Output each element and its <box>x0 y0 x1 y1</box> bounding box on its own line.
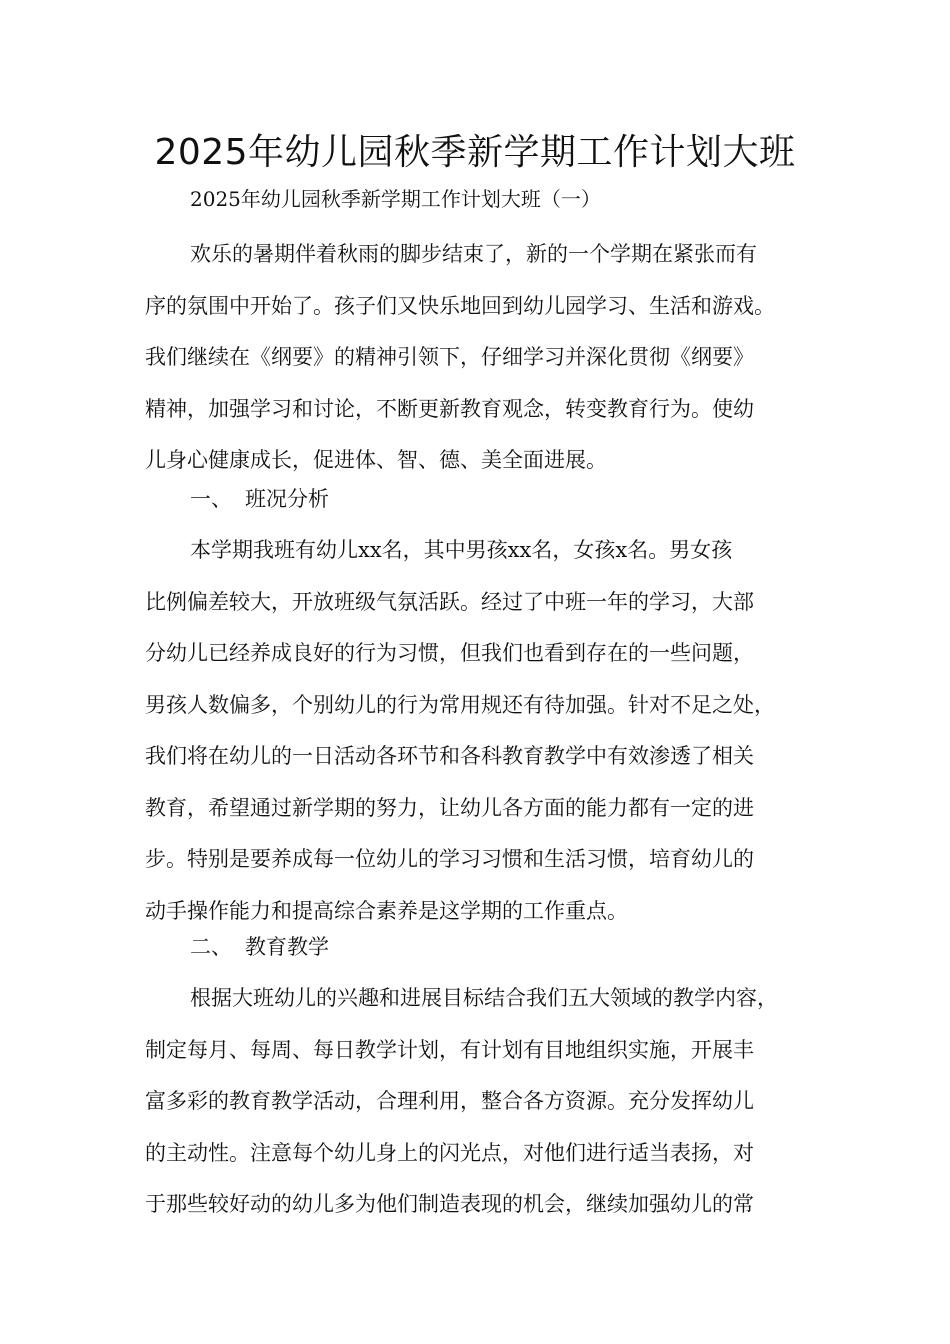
teaching-paragraph <box>145 973 835 1231</box>
paragraph-line: 比例偏差较大，开放班级气氛活跃。经过了中班一年的学习，大部 <box>145 589 754 614</box>
section-title: 教育教学 <box>245 935 329 959</box>
paragraph-line: 根据大班幼儿的兴趣和进展目标结合我们五大领域的教学内容， <box>190 986 778 1010</box>
paragraph-line: 我们继续在《纲要》的精神引领下，仔细学习并深化贯彻《纲要》 <box>145 345 754 369</box>
section-number: 一、 <box>190 487 232 511</box>
document-subtitle: 2025年幼儿园秋季新学期工作计划大班（一） <box>190 187 601 211</box>
paragraph-line: 我们将在幼儿的一日活动各环节和各科教育教学中有效渗透了相关 <box>145 744 754 768</box>
paragraph-line: 欢乐的暑期伴着秋雨的脚步结束了，新的一个学期在紧张而有 <box>190 242 757 266</box>
paragraph-line: 本学期我班有幼儿xx名，其中男孩xx名，女孩x名。男女孩 <box>190 538 733 562</box>
paragraph-line: 序的氛围中开始了。孩子们又快乐地回到幼儿园学习、生活和游戏。 <box>145 293 775 318</box>
class-analysis-paragraph <box>145 525 835 937</box>
paragraph-line: 富多彩的教育教学活动，合理利用，整合各方资源。充分发挥幼儿 <box>145 1089 754 1113</box>
paragraph-line: 制定每月、每周、每日教学计划，有计划有目地组织实施，开展丰 <box>145 1037 754 1062</box>
paragraph-line: 动手操作能力和提高综合素养是这学期的工作重点。 <box>145 898 628 923</box>
paragraph-line: 步。特别是要养成每一位幼儿的学习习惯和生活习惯，培育幼儿的 <box>145 847 754 871</box>
paragraph-line: 教育，希望通过新学期的努力，让幼儿各方面的能力都有一定的进 <box>145 795 754 820</box>
section-number: 二、 <box>190 935 232 959</box>
paragraph-line: 于那些较好动的幼儿多为他们制造表现的机会，继续加强幼儿的常 <box>145 1192 754 1216</box>
section-heading-teaching <box>190 932 329 962</box>
intro-paragraph <box>145 229 835 487</box>
paragraph-line: 精神，加强学习和讨论，不断更新教育观念，转变教育行为。使幼 <box>145 396 754 421</box>
section-title: 班况分析 <box>245 487 329 511</box>
section-heading-class-analysis <box>190 484 329 514</box>
paragraph-line: 儿身心健康成长，促进体、智、德、美全面进展。 <box>145 448 607 472</box>
paragraph-line: 男孩人数偏多，个别幼儿的行为常用规还有待加强。针对不足之处， <box>145 692 775 717</box>
document-title: 2025年幼儿园秋季新学期工作计划大班 <box>154 132 796 173</box>
paragraph-line: 分幼儿已经养成良好的行为习惯，但我们也看到存在的一些问题， <box>145 641 754 665</box>
paragraph-line: 的主动性。注意每个幼儿身上的闪光点，对他们进行适当表扬，对 <box>145 1140 754 1165</box>
